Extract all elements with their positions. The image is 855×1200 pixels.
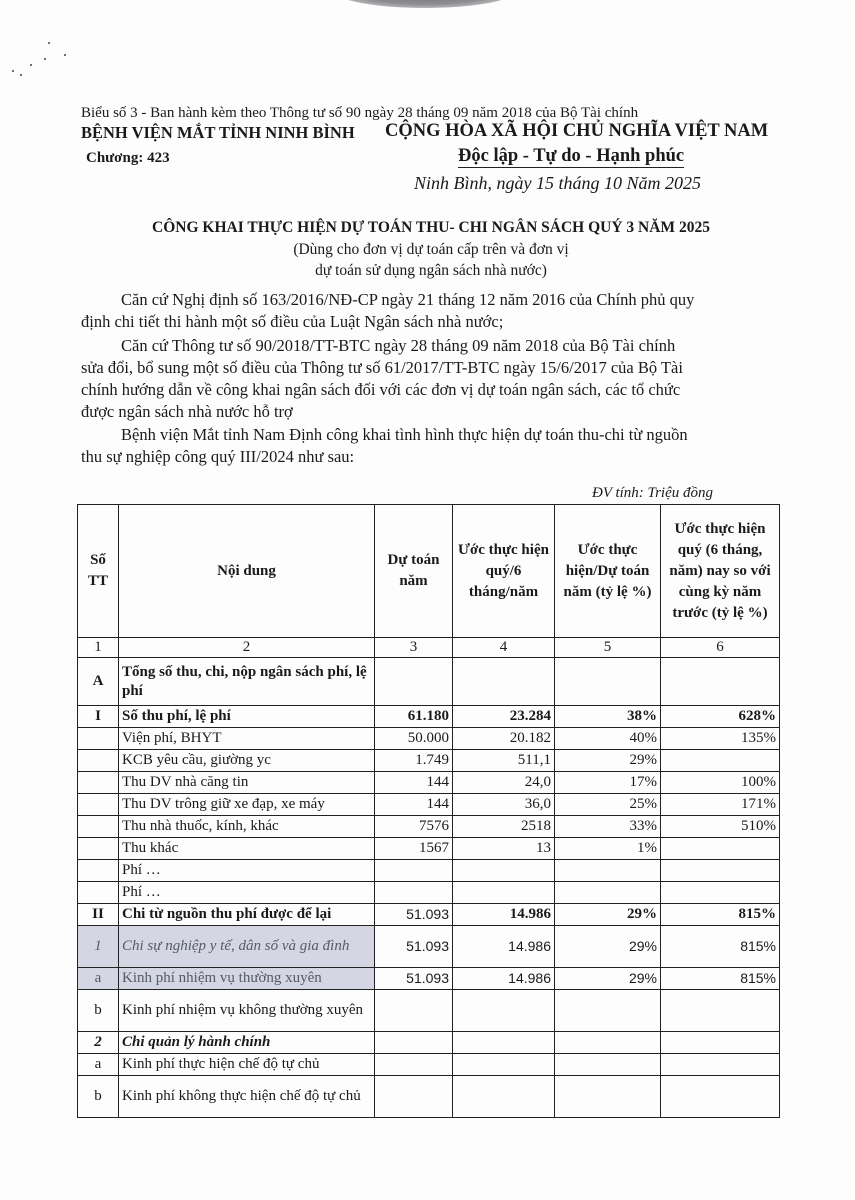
row-content: Chi sự nghiệp y tế, dân số và gia đình: [119, 926, 375, 968]
row-ratio-prior-year: 135%: [661, 728, 780, 750]
row-ratio-prior-year: 171%: [661, 794, 780, 816]
paragraph-line: thu sự nghiệp công quý III/2024 như sau:: [81, 447, 355, 466]
row-stt: [78, 816, 119, 838]
row-ratio-prior-year: 815%: [661, 904, 780, 926]
row-ratio-prior-year: [661, 882, 780, 904]
table-row: [78, 816, 780, 838]
row-estimate: 14.986: [453, 926, 555, 968]
row-stt: [78, 882, 119, 904]
row-budget: 51.093: [375, 968, 453, 990]
budget-table: [77, 504, 780, 1118]
row-content: Kinh phí nhiệm vụ không thường xuyên: [119, 990, 375, 1032]
row-ratio-prior-year: [661, 1032, 780, 1054]
row-content: Thu nhà thuốc, kính, khác: [119, 816, 375, 838]
table-row: [78, 658, 780, 706]
table-row: [78, 1054, 780, 1076]
row-stt: [78, 772, 119, 794]
header-ratio-budget: Ước thực hiện/Dự toán năm (tỷ lệ %): [555, 505, 661, 638]
table-row: [78, 838, 780, 860]
row-estimate: [453, 1032, 555, 1054]
row-content: Phí …: [119, 860, 375, 882]
row-budget: 51.093: [375, 926, 453, 968]
column-number-row: [78, 638, 780, 658]
paragraph-line: định chi tiết thi hành một số điều của Luật Ngân sách nhà nước;: [81, 312, 504, 331]
row-stt: a: [78, 968, 119, 990]
row-estimate: [453, 658, 555, 706]
row-budget: 1567: [375, 838, 453, 860]
table-row: [78, 772, 780, 794]
paragraph-circular: [81, 335, 781, 423]
paragraph-line: chính hướng dẫn về công khai ngân sách đối với các đơn vị dự toán ngân sách, các tổ chức: [81, 380, 681, 399]
row-ratio-prior-year: [661, 860, 780, 882]
header-budget: Dự toán năm: [375, 505, 453, 638]
form-note: Biểu số 3 - Ban hành kèm theo Thông tư số 90 ngày 28 tháng 09 năm 2018 của Bộ Tài chính: [81, 105, 639, 121]
row-content: Kinh phí không thực hiện chế độ tự chủ: [119, 1076, 375, 1118]
row-budget: 61.180: [375, 706, 453, 728]
row-budget: [375, 1032, 453, 1054]
paragraph-line: được ngân sách nhà nước hỗ trợ: [81, 402, 293, 421]
row-ratio-prior-year: 100%: [661, 772, 780, 794]
row-stt: [78, 860, 119, 882]
row-stt: [78, 838, 119, 860]
paragraph-line: sửa đổi, bổ sung một số điều của Thông tư số 61/2017/TT-BTC ngày 15/6/2017 của Bộ Tài: [81, 358, 683, 377]
row-ratio-budget: 29%: [555, 926, 661, 968]
row-content: Số thu phí, lệ phí: [119, 706, 375, 728]
table-row: [78, 926, 780, 968]
table-row: [78, 750, 780, 772]
row-stt: 2: [78, 1032, 119, 1054]
chapter-code: Chương: 423: [86, 150, 170, 166]
row-estimate: 36,0: [453, 794, 555, 816]
row-stt: I: [78, 706, 119, 728]
row-stt: [78, 728, 119, 750]
row-stt: II: [78, 904, 119, 926]
row-estimate: [453, 882, 555, 904]
row-ratio-budget: [555, 1032, 661, 1054]
header-stt: Số TT: [78, 505, 119, 638]
row-estimate: 2518: [453, 816, 555, 838]
row-content: Chi từ nguồn thu phí được để lại: [119, 904, 375, 926]
row-ratio-prior-year: 628%: [661, 706, 780, 728]
table-row: [78, 1076, 780, 1118]
row-estimate: 13: [453, 838, 555, 860]
table-row: [78, 794, 780, 816]
row-estimate: 511,1: [453, 750, 555, 772]
row-content: KCB yêu cầu, giường yc: [119, 750, 375, 772]
row-budget: [375, 860, 453, 882]
row-estimate: [453, 860, 555, 882]
row-ratio-budget: [555, 1054, 661, 1076]
row-estimate: 14.986: [453, 968, 555, 990]
row-budget: 7576: [375, 816, 453, 838]
motto: [458, 146, 684, 167]
row-content: Thu khác: [119, 838, 375, 860]
row-content: Kinh phí nhiệm vụ thường xuyên: [119, 968, 375, 990]
column-number: 6: [661, 638, 780, 658]
header-content: Nội dung: [119, 505, 375, 638]
row-estimate: 14.986: [453, 904, 555, 926]
table-row: [78, 968, 780, 990]
row-estimate: [453, 990, 555, 1032]
paragraph-line: Bệnh viện Mắt tỉnh Nam Định công khai tình hình thực hiện dự toán thu-chi từ nguồn: [121, 425, 688, 444]
row-ratio-budget: 17%: [555, 772, 661, 794]
organization-name: BỆNH VIỆN MẮT TỈNH NINH BÌNH: [81, 123, 355, 142]
row-ratio-budget: [555, 882, 661, 904]
row-budget: 144: [375, 794, 453, 816]
table-row: [78, 882, 780, 904]
scan-specks: [10, 40, 70, 80]
column-number: 1: [78, 638, 119, 658]
row-ratio-prior-year: [661, 1076, 780, 1118]
row-content: Viện phí, BHYT: [119, 728, 375, 750]
document-title: CÔNG KHAI THỰC HIỆN DỰ TOÁN THU- CHI NGÂN SÁCH QUÝ 3 NĂM 2025: [152, 219, 710, 236]
row-stt: A: [78, 658, 119, 706]
paragraph-line: Căn cứ Nghị định số 163/2016/NĐ-CP ngày 21 tháng 12 năm 2016 của Chính phủ quy: [121, 290, 695, 309]
column-number: 2: [119, 638, 375, 658]
row-stt: a: [78, 1054, 119, 1076]
row-budget: 51.093: [375, 904, 453, 926]
table-row: [78, 728, 780, 750]
row-budget: [375, 1054, 453, 1076]
table-row: [78, 1032, 780, 1054]
row-content: Tổng số thu, chi, nộp ngân sách phí, lệ phí: [119, 658, 375, 706]
table-header-row: [78, 505, 780, 638]
paragraph-intro: [81, 424, 781, 468]
row-ratio-budget: 29%: [555, 904, 661, 926]
scan-artifact: [335, 0, 515, 8]
row-stt: b: [78, 1076, 119, 1118]
row-ratio-budget: [555, 860, 661, 882]
row-ratio-budget: 38%: [555, 706, 661, 728]
row-ratio-budget: [555, 1076, 661, 1118]
row-ratio-budget: [555, 990, 661, 1032]
document-subtitle-1: (Dùng cho đơn vị dự toán cấp trên và đơn vị: [293, 241, 569, 258]
row-ratio-budget: 33%: [555, 816, 661, 838]
table-row: [78, 990, 780, 1032]
row-ratio-prior-year: 815%: [661, 968, 780, 990]
row-budget: [375, 990, 453, 1032]
paragraph-decree: [81, 289, 781, 333]
row-estimate: [453, 1076, 555, 1118]
row-stt: b: [78, 990, 119, 1032]
column-number: 5: [555, 638, 661, 658]
row-budget: [375, 1076, 453, 1118]
row-ratio-budget: 29%: [555, 968, 661, 990]
row-content: Kinh phí thực hiện chế độ tự chủ: [119, 1054, 375, 1076]
row-ratio-prior-year: [661, 1054, 780, 1076]
table-row: [78, 904, 780, 926]
row-content: Thu DV nhà căng tin: [119, 772, 375, 794]
row-ratio-prior-year: 510%: [661, 816, 780, 838]
header-ratio-prior-year: Ước thực hiện quý (6 tháng, năm) nay so với cùng kỳ năm trước (tỷ lệ %): [661, 505, 780, 638]
row-budget: 1.749: [375, 750, 453, 772]
row-estimate: 20.182: [453, 728, 555, 750]
row-content: Phí …: [119, 882, 375, 904]
column-number: 4: [453, 638, 555, 658]
row-budget: [375, 882, 453, 904]
unit-label: ĐV tính: Triệu đồng: [592, 485, 713, 501]
paragraph-line: Căn cứ Thông tư số 90/2018/TT-BTC ngày 28 tháng 09 năm 2018 của Bộ Tài chính: [121, 336, 676, 355]
row-budget: [375, 658, 453, 706]
row-stt: [78, 750, 119, 772]
row-budget: 50.000: [375, 728, 453, 750]
row-ratio-budget: 25%: [555, 794, 661, 816]
row-ratio-budget: 1%: [555, 838, 661, 860]
row-ratio-prior-year: [661, 750, 780, 772]
row-ratio-budget: 29%: [555, 750, 661, 772]
table-row: [78, 860, 780, 882]
row-estimate: 24,0: [453, 772, 555, 794]
row-ratio-prior-year: [661, 838, 780, 860]
row-stt: 1: [78, 926, 119, 968]
row-ratio-prior-year: [661, 658, 780, 706]
row-estimate: [453, 1054, 555, 1076]
table-row: [78, 706, 780, 728]
row-ratio-prior-year: [661, 990, 780, 1032]
row-budget: 144: [375, 772, 453, 794]
motto-text: Độc lập - Tự do - Hạnh phúc: [458, 146, 685, 166]
column-number: 3: [375, 638, 453, 658]
row-estimate: 23.284: [453, 706, 555, 728]
row-content: Thu DV trông giữ xe đạp, xe máy: [119, 794, 375, 816]
document-subtitle-2: dự toán sử dụng ngân sách nhà nước): [315, 262, 547, 279]
row-ratio-prior-year: 815%: [661, 926, 780, 968]
place-date: Ninh Bình, ngày 15 tháng 10 Năm 2025: [414, 173, 701, 193]
header-estimate: Ước thực hiện quý/6 tháng/năm: [453, 505, 555, 638]
row-ratio-budget: [555, 658, 661, 706]
row-content: Chi quản lý hành chính: [119, 1032, 375, 1054]
row-stt: [78, 794, 119, 816]
row-ratio-budget: 40%: [555, 728, 661, 750]
republic-title: CỘNG HÒA XÃ HỘI CHỦ NGHĨA VIỆT NAM: [385, 121, 769, 141]
